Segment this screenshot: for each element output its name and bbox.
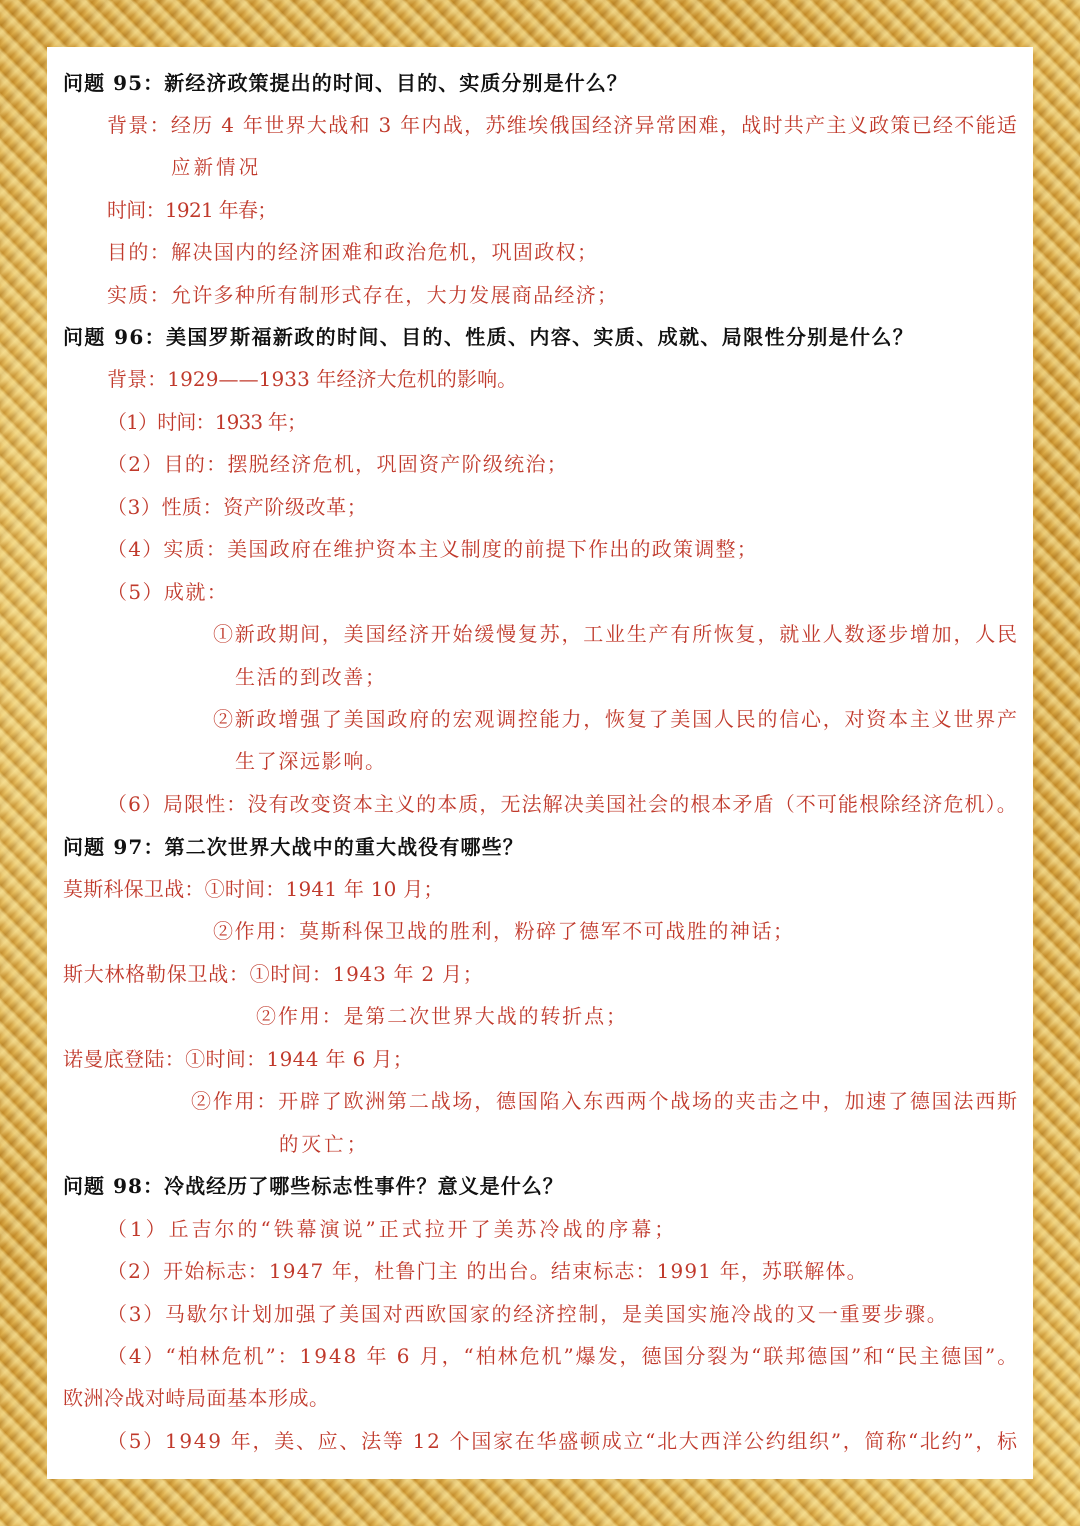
q97-normandy-effect-line-1: ②作用：开辟了欧洲第二战场，德国陷入东西两个战场的夹击之中，加速了德国法西斯 <box>191 1089 1019 1113</box>
q97-moscow-effect: ②作用：莫斯科保卫战的胜利，粉碎了德军不可战胜的神话； <box>213 919 795 943</box>
q98-item-4-line-1: （4）“柏林危机”：1948 年 6 月，“柏林危机”爆发，德国分裂为“联邦德国”和“民主德国”。 <box>107 1344 1020 1368</box>
question-97-heading: 问题 97：第二次世界大战中的重大战役有哪些？ <box>63 835 524 859</box>
q95-purpose: 目的：解决国内的经济困难和政治危机，巩固政权； <box>107 240 599 264</box>
q96-achievement-2-line-1: ②新政增强了美国政府的宏观调控能力，恢复了美国人民的信心，对资本主义世界产 <box>213 707 1019 731</box>
q95-time: 时间：1921 年春； <box>107 198 277 222</box>
q97-normandy-time: 诺曼底登陆：①时间：1944 年 6 月； <box>63 1047 414 1071</box>
question-98-heading: 问题 98：冷战经历了哪些标志性事件？意义是什么？ <box>63 1174 564 1198</box>
q98-item-5-line-1: （5）1949 年，美、应、法等 12 个国家在华盛顿成立“北大西洋公约组织”，简称“北约”，标 <box>107 1429 1019 1453</box>
q96-achievement-1-line-2: 生活的到改善； <box>235 665 387 689</box>
q96-item-4: （4）实质：美国政府在维护资本主义制度的前提下作出的政策调整； <box>107 537 758 561</box>
q98-item-4-line-2: 欧洲冷战对峙局面基本形成。 <box>63 1386 330 1410</box>
q96-item-3: （3）性质：资产阶级改革； <box>107 495 368 519</box>
q96-item-2: （2）目的：摆脱经济危机，巩固资产阶级统治； <box>107 452 569 476</box>
document-page <box>47 47 1033 1479</box>
q96-background: 背景：1929——1933 年经济大危机的影响。 <box>107 367 518 391</box>
question-96-heading: 问题 96：美国罗斯福新政的时间、目的、性质、内容、实质、成就、局限性分别是什么？ <box>63 325 915 349</box>
q98-item-1: （1）丘吉尔的“铁幕演说”正式拉开了美苏冷战的序幕； <box>107 1217 678 1241</box>
q97-stalingrad-effect: ②作用：是第二次世界大战的转折点； <box>256 1004 628 1028</box>
q96-achievement-2-line-2: 生了深远影响。 <box>235 749 387 773</box>
q97-normandy-effect-line-2: 的灭亡； <box>279 1132 370 1156</box>
q96-item-5: （5）成就： <box>107 580 229 604</box>
q95-essence: 实质：允许多种所有制形式存在，大力发展商品经济； <box>107 283 619 307</box>
q96-item-1: （1）时间：1933 年； <box>107 410 307 434</box>
q96-achievement-1-line-1: ①新政期间，美国经济开始缓慢复苏，工业生产有所恢复，就业人数逐步增加，人民 <box>213 622 1019 646</box>
q95-background-line-2: 应新情况 <box>171 155 262 179</box>
q98-item-3: （3）马歇尔计划加强了美国对西欧国家的经济控制，是美国实施冷战的又一重要步骤。 <box>107 1302 949 1326</box>
q96-item-6: （6）局限性：没有改变资本主义的本质，无法解决美国社会的根本矛盾（不可能根除经济危机）。 <box>107 792 1018 816</box>
question-95-heading: 问题 95：新经济政策提出的时间、目的、实质分别是什么？ <box>63 71 628 95</box>
q98-item-2: （2）开始标志：1947 年，杜鲁门主 的出台。结束标志：1991 年，苏联解体。 <box>107 1259 868 1283</box>
q97-moscow-time: 莫斯科保卫战：①时间：1941 年 10 月； <box>63 877 444 901</box>
q95-background-line-1: 背景：经历 4 年世界大战和 3 年内战，苏维埃俄国经济异常困难，战时共产主义政策已经不能适 <box>107 113 1019 137</box>
q97-stalingrad-time: 斯大林格勒保卫战：①时间：1943 年 2 月； <box>63 962 484 986</box>
